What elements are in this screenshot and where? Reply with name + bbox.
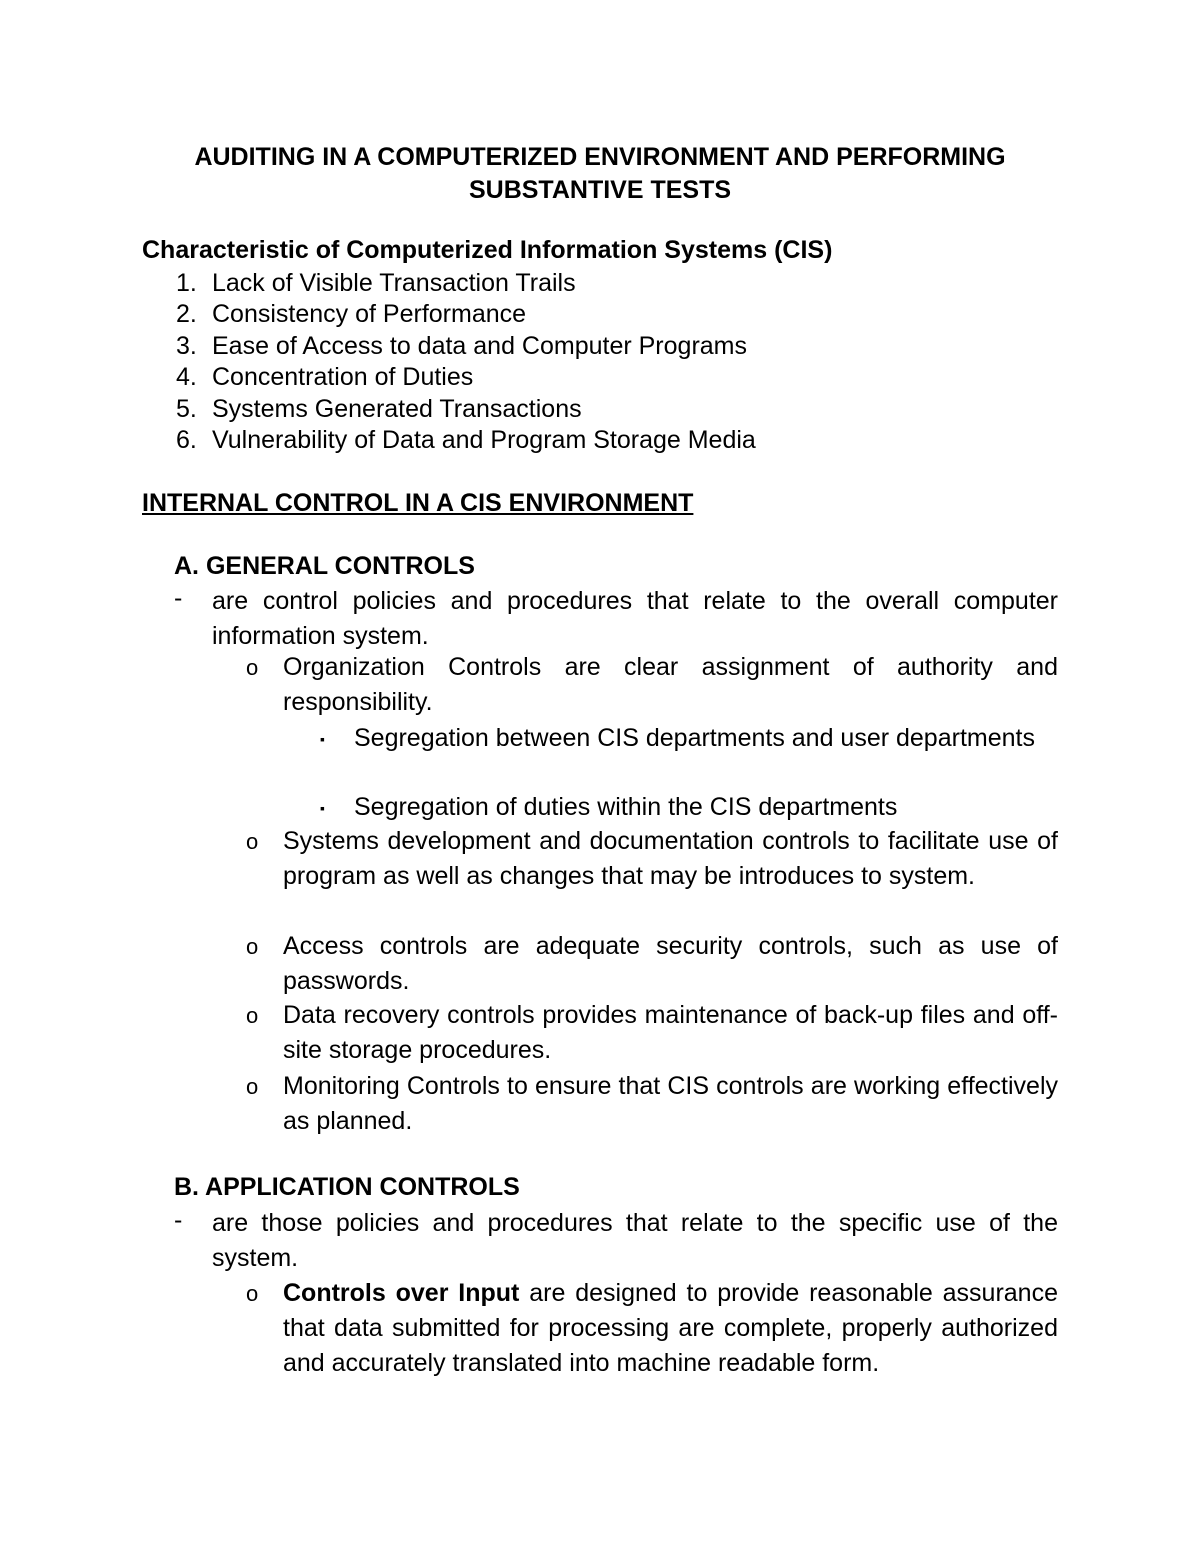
list-item: 4. Concentration of Duties (176, 363, 474, 392)
monitoring-controls-item: Monitoring Controls to ensure that CIS controls are working effectively as planned. (283, 1072, 1058, 1135)
internal-control-heading: INTERNAL CONTROL IN A CIS ENVIRONMENT (142, 489, 694, 517)
list-item: 1. Lack of Visible Transaction Trails (176, 269, 576, 297)
systems-development-item: Systems development and documentation controls to facilitate use of program as well as changes that may be introduces to system. (283, 827, 1058, 890)
square-bullet-icon: ▪ (320, 800, 325, 816)
organization-controls-item: Organization Controls are clear assignment of authority and responsibility. (283, 653, 1058, 716)
list-item: 5. Systems Generated Transactions (176, 394, 582, 423)
list-item: 3. Ease of Access to data and Computer Programs (176, 331, 747, 360)
bullet-marker: o (246, 1074, 259, 1099)
bullet-marker: o (246, 934, 259, 959)
document-title-line-2: SUBSTANTIVE TESTS (468, 176, 732, 204)
segregation-item-1: Segregation between CIS departments and user departments (354, 724, 1035, 752)
general-controls-heading: A. GENERAL CONTROLS (174, 552, 475, 580)
input-controls-description: are designed to provide reasonable assurance that data submitted for processing are complete, properly authorized and accurately translated into machine readable form. (283, 1279, 1058, 1377)
general-controls-definition: are control policies and procedures that relate to the overall computer information system. (212, 587, 1058, 650)
input-controls-item (283, 1276, 1058, 1381)
square-bullet-icon: ▪ (320, 731, 325, 747)
application-controls-definition: are those policies and procedures that relate to the specific use of the system. (212, 1209, 1058, 1272)
dash-marker: - (174, 584, 183, 612)
bullet-marker: o (246, 655, 259, 680)
access-controls-item: Access controls are adequate security controls, such as use of passwords. (283, 932, 1058, 995)
characteristics-list (176, 268, 756, 456)
application-controls-heading: B. APPLICATION CONTROLS (174, 1173, 520, 1201)
segregation-item-2: Segregation of duties within the CIS departments (354, 793, 898, 821)
bullet-marker: o (246, 1003, 259, 1028)
list-item: 6. Vulnerability of Data and Program Storage Media (176, 425, 756, 454)
input-controls-label: Controls over Input (283, 1279, 520, 1307)
list-item: 2. Consistency of Performance (176, 300, 527, 329)
dash-marker: - (174, 1206, 183, 1234)
characteristics-heading: Characteristic of Computerized Information Systems (CIS) (142, 236, 833, 264)
document-title-line-1: AUDITING IN A COMPUTERIZED ENVIRONMENT AND PERFORMING (194, 143, 1006, 171)
bullet-marker: o (246, 1281, 259, 1306)
data-recovery-item: Data recovery controls provides maintenance of back-up files and off-site storage procedures. (283, 1001, 1058, 1064)
bullet-marker: o (246, 829, 259, 854)
